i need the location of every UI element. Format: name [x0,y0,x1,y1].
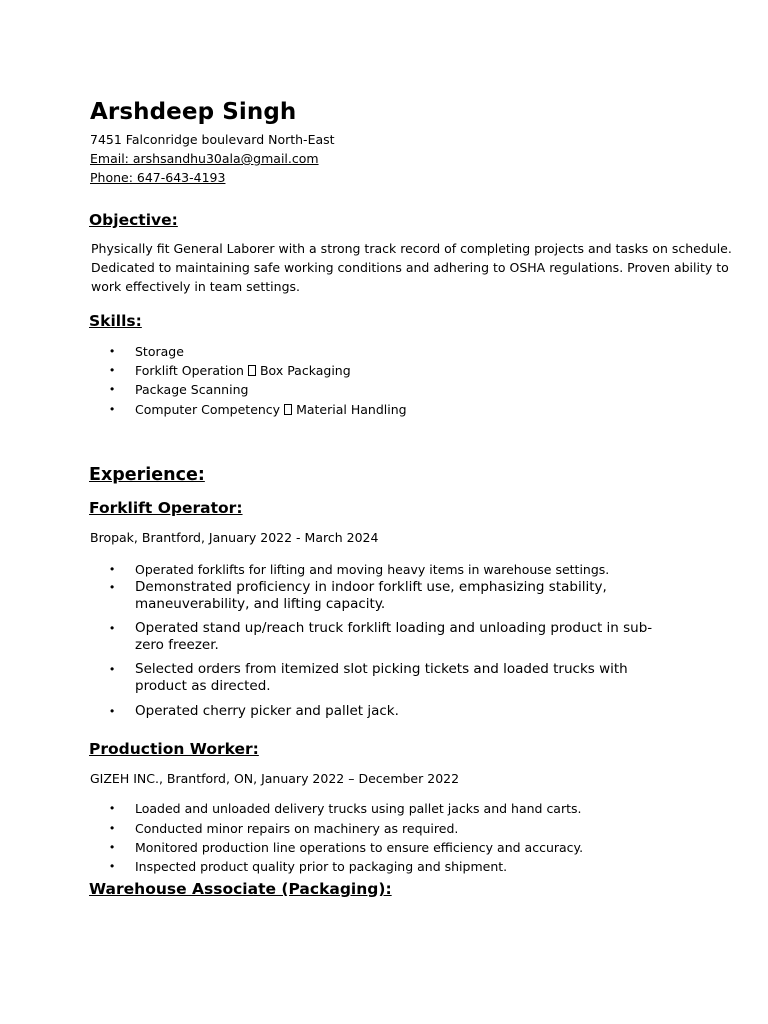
skill-label: Material Handling [296,402,407,417]
bullet-icon: • [110,562,115,576]
bullet-icon: • [110,840,115,854]
bullet-icon: • [110,821,115,835]
skill-label: Computer Competency [135,402,281,417]
job-bullet: Inspected product quality prior to packaging and shipment. [135,859,508,874]
bullet-icon: • [110,402,115,416]
skill-label: Storage [135,344,184,359]
email[interactable]: Email: arshsandhu30ala@gmail.com [90,151,319,166]
job-meta: Bropak, Brantford, January 2022 - March 2024 [90,530,379,545]
experience-heading: Experience: [89,465,205,485]
job-bullet: Conducted minor repairs on machinery as required. [135,821,459,836]
job-bullet: Operated forklifts for lifting and moving heavy items in warehouse settings. [135,562,610,577]
bullet-icon: • [110,363,115,377]
skill-item [135,363,351,378]
skill-label: Forklift Operation [135,363,244,378]
skill-label: Package Scanning [135,382,249,397]
bullet-icon: • [110,344,115,358]
objective-line: Physically fit General Laborer with a strong track record of completing projects and tasks on schedule. [91,241,732,256]
job-bullet: Operated cherry picker and pallet jack. [135,703,399,719]
bullet-icon: • [110,859,115,873]
job-meta: GIZEH INC., Brantford, ON, January 2022 – December 2022 [90,771,460,786]
objective-line: work effectively in team settings. [91,279,300,295]
job-title: Warehouse Associate (Packaging): [89,880,392,898]
job-bullet: Monitored production line operations to ensure efficiency and accuracy. [135,840,584,855]
job-bullet: Selected orders from itemized slot picking tickets and loaded trucks with product as directed. [135,661,628,694]
missing-glyph-box-icon [248,365,256,376]
bullet-icon: • [110,580,115,594]
job-bullet: Operated stand up/reach truck forklift loading and unloading product in sub-zero freezer. [135,620,653,653]
candidate-name: Arshdeep Singh [90,99,297,125]
skills-heading: Skills: [89,312,142,330]
skill-item [135,344,184,359]
bullet-icon: • [110,662,115,676]
skill-item [135,382,248,397]
objective-heading: Objective: [89,211,178,229]
skill-item [135,402,407,417]
job-title: Production Worker: [89,740,259,758]
bullet-icon: • [110,704,115,718]
job-title: Forklift Operator: [89,499,243,517]
objective-line: Dedicated to maintaining safe working conditions and adhering to OSHA regulations. Proven ability to [91,260,729,276]
bullet-icon: • [110,382,115,396]
objective-paragraph [91,239,732,297]
skill-label: Box Packaging [259,363,351,378]
bullet-icon: • [110,801,115,815]
job-bullet: Demonstrated proficiency in indoor forklift use, emphasizing stability, maneuverability, and lifting capacity. [135,579,607,612]
address: 7451 Falconridge boulevard North-East [90,132,335,147]
missing-glyph-box-icon [284,404,292,415]
bullet-icon: • [110,621,115,635]
job-bullet: Loaded and unloaded delivery trucks using pallet jacks and hand carts. [135,801,582,816]
phone[interactable]: Phone: 647-643-4193 [90,170,226,185]
